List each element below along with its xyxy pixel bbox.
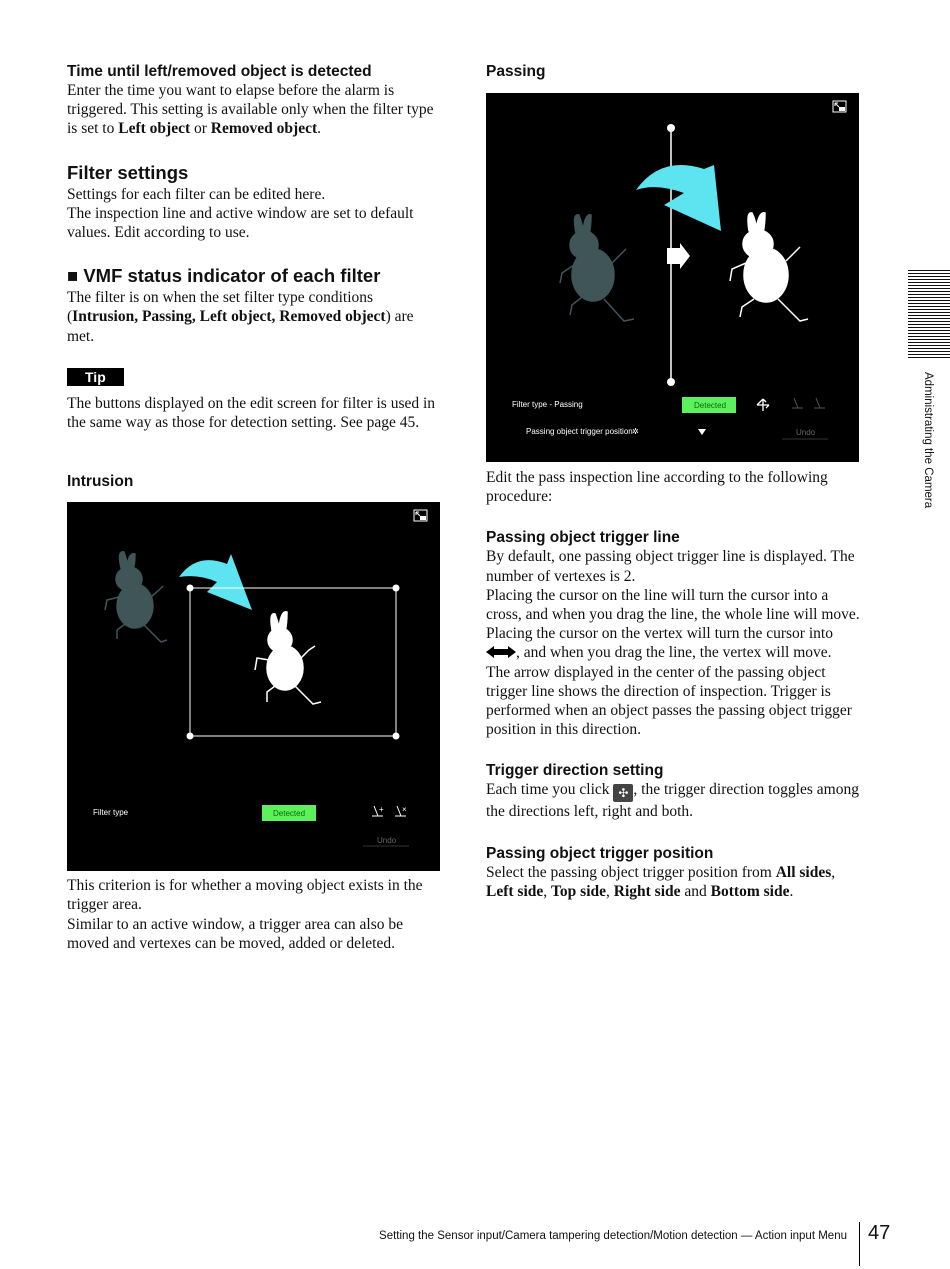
chapter-tab-marker [908,270,950,358]
intrusion-p2: Similar to an active window, a trigger area can also be moved and vertexes can be moved, added or deleted. [67,915,403,952]
filter-settings-p2: The inspection line and active window are set to default values. Edit according to use. [67,204,414,242]
footer-text: Setting the Sensor input/Camera tampering detection/Motion detection — Action input Menu [379,1230,847,1242]
passing-ui-trigger-position: Passing object trigger position [526,427,633,436]
page-number: 47 [868,1222,891,1244]
passing-trigger-line [667,124,690,386]
fullscreen-icon [414,510,427,521]
move-direction-icon: ✣ [613,784,633,802]
filter-settings-section [67,161,442,243]
svg-text:+: + [379,805,384,815]
filter-settings-p1: Settings for each filter can be edited here. [67,185,326,203]
intrusion-heading: Intrusion [67,473,134,491]
trigger-line-section [486,528,861,739]
intrusion-ui-filter-type: Filter type [93,808,129,818]
add-vertex-icon [792,398,803,408]
rabbit-icon [255,612,321,704]
delete-vertex-icon [814,398,825,408]
passing-ui-filter-type: Filter type - Passing [512,400,583,409]
intrusion-illustration [67,502,440,871]
passing-illustration [486,93,859,462]
footer-divider [859,1222,860,1266]
double-arrow-icon [486,646,516,658]
right-column [486,62,861,901]
position-section [486,844,861,901]
trigger-direction-icon[interactable] [757,399,769,411]
position-heading: Passing object trigger position [486,844,714,862]
trigger-line-p2: Placing the cursor on the line will turn the cursor into a cross, and when you drag the line, the whole line will move. [486,586,860,624]
vmf-status-heading: ■ VMF status indicator of each filter [67,265,381,287]
position-text: Select the passing object trigger position from All sides, Left side, Top side, Right side and Bottom side. [486,863,836,900]
tip-label: Tip [67,368,124,386]
trigger-line-p4: The arrow displayed in the center of the passing object trigger line shows the direction of inspection. Trigger is performed when an object passes the passing object trigger position in this direction. [486,663,852,739]
time-until-detected-section [67,62,442,139]
direction-arrow-icon [636,165,721,231]
fullscreen-icon [833,101,846,112]
time-until-detected-text: Enter the time you want to elapse before the alarm is triggered. This setting is available only when the filter type is set to Left object or Removed object. [67,82,434,138]
tip-text: The buttons displayed on the edit screen for filter is used in the same way as those for detection setting. See page 45. [67,394,436,432]
direction-section [486,761,861,821]
intrusion-p1: This criterion is for whether a moving object exists in the trigger area. [67,877,423,914]
passing-screenshot [486,93,859,462]
chapter-side-label: Administrating the Camera [922,372,934,509]
intrusion-section [67,472,442,953]
ghost-rabbit-icon [560,215,634,321]
rabbit-icon [730,213,808,321]
trigger-line-p1: By default, one passing object trigger line is displayed. The number of vertexes is 2. [486,548,855,585]
trigger-line-heading: Passing object trigger line [486,529,680,547]
passing-heading: Passing [486,63,546,80]
add-vertex-icon[interactable] [372,805,384,816]
tip-section [67,368,442,432]
settings-icon: ✲ [632,427,639,436]
svg-text:Detected: Detected [273,809,306,819]
intrusion-screenshot [67,502,440,871]
passing-detected-indicator [682,397,736,413]
passing-section [486,62,861,506]
intrusion-detected-indicator [262,805,316,821]
direction-heading: Trigger direction setting [486,762,664,780]
filter-settings-heading: Filter settings [67,161,189,183]
ghost-rabbit-icon [105,552,167,642]
trigger-line-p3: Placing the cursor on the vertex will turn the cursor into , and when you drag the line, the vertex will move. [486,625,833,662]
passing-intro: Edit the pass inspection line according to the following procedure: [486,469,828,506]
passing-undo-button[interactable]: Undo [796,428,816,437]
svg-text:×: × [402,805,407,815]
intrusion-undo-button[interactable]: Undo [377,836,397,846]
vmf-status-text: The filter is on when the set filter type conditions (Intrusion, Passing, Left object, Removed object) are met. [67,289,414,345]
direction-text: Each time you click ✣ , the trigger direction toggles among the directions left, right and both. [486,781,859,821]
chevron-down-icon[interactable] [698,429,706,435]
left-column [67,62,442,953]
delete-vertex-icon[interactable] [395,805,407,816]
vmf-status-section [67,264,442,346]
svg-text:Detected: Detected [694,401,727,410]
time-until-detected-heading: Time until left/removed object is detected [67,63,372,80]
